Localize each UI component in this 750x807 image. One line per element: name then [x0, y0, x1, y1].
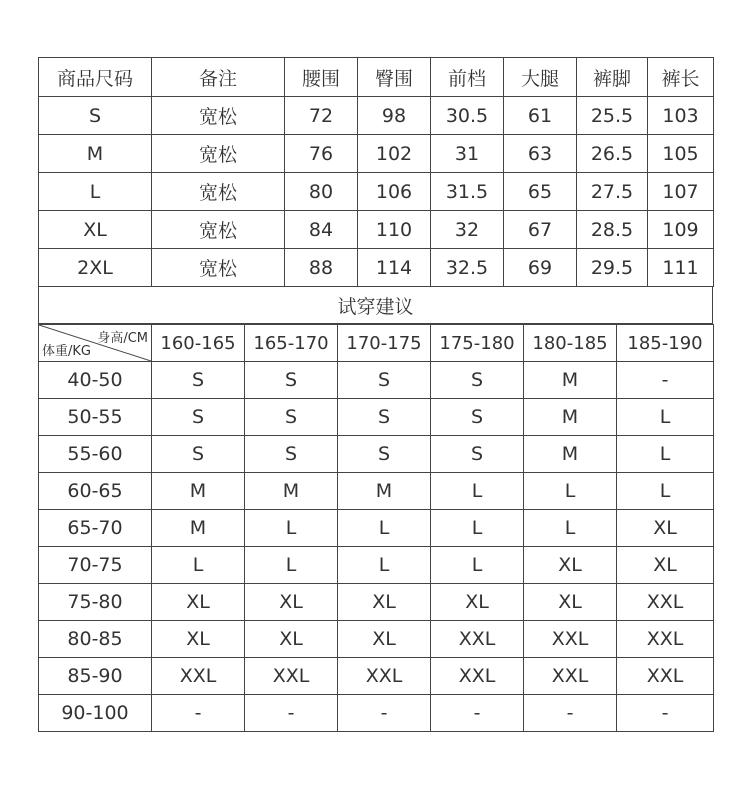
recommended-size-cell: M	[524, 399, 617, 436]
size-header-row	[39, 58, 714, 97]
recommended-size-cell: L	[524, 510, 617, 547]
recommended-size-cell: S	[431, 362, 524, 399]
recommended-size-cell: L	[524, 473, 617, 510]
size-cell: 103	[648, 97, 714, 135]
size-cell: 31.5	[431, 173, 504, 211]
recommended-size-cell: L	[617, 473, 714, 510]
fit-row	[39, 473, 714, 510]
size-cell: XL	[39, 211, 152, 249]
weight-range-cell: 50-55	[39, 399, 152, 436]
fit-header-row	[39, 325, 714, 362]
recommended-size-cell: L	[431, 510, 524, 547]
size-header-cell: 裤长	[648, 58, 714, 97]
size-cell: 27.5	[577, 173, 648, 211]
recommended-size-cell: M	[245, 473, 338, 510]
fit-row	[39, 658, 714, 695]
recommended-size-cell: S	[245, 436, 338, 473]
size-cell: 111	[648, 249, 714, 287]
size-cell: 28.5	[577, 211, 648, 249]
recommended-size-cell: S	[152, 436, 245, 473]
recommended-size-cell: XXL	[338, 658, 431, 695]
recommended-size-cell: S	[338, 399, 431, 436]
recommended-size-cell: S	[338, 436, 431, 473]
recommended-size-cell: -	[431, 695, 524, 732]
weight-range-cell: 85-90	[39, 658, 152, 695]
size-cell: 105	[648, 135, 714, 173]
size-cell: 63	[504, 135, 577, 173]
size-cell: 114	[358, 249, 431, 287]
height-axis-label: 身高/CM	[97, 331, 148, 346]
size-cell: 25.5	[577, 97, 648, 135]
advice-title: 试穿建议	[39, 287, 713, 324]
size-cell: 宽松	[152, 211, 285, 249]
height-range-cell: 185-190	[617, 325, 714, 362]
recommended-size-cell: XXL	[617, 584, 714, 621]
size-cell: 109	[648, 211, 714, 249]
weight-axis-label: 体重/KG	[42, 344, 91, 359]
size-row	[39, 249, 714, 287]
height-range-cell: 180-185	[524, 325, 617, 362]
recommended-size-cell: -	[617, 362, 714, 399]
size-cell: 31	[431, 135, 504, 173]
recommended-size-cell: -	[338, 695, 431, 732]
size-row	[39, 173, 714, 211]
recommended-size-cell: XXL	[524, 621, 617, 658]
recommended-size-cell: S	[245, 399, 338, 436]
size-table	[38, 57, 714, 287]
diagonal-header-cell	[39, 325, 152, 362]
size-cell: 宽松	[152, 249, 285, 287]
recommended-size-cell: XL	[617, 547, 714, 584]
size-cell: 29.5	[577, 249, 648, 287]
recommended-size-cell: XL	[338, 584, 431, 621]
size-cell: 2XL	[39, 249, 152, 287]
recommended-size-cell: XXL	[431, 658, 524, 695]
size-cell: 76	[285, 135, 358, 173]
size-cell: 110	[358, 211, 431, 249]
weight-range-cell: 70-75	[39, 547, 152, 584]
weight-range-cell: 55-60	[39, 436, 152, 473]
recommended-size-cell: L	[338, 547, 431, 584]
size-row	[39, 97, 714, 135]
recommended-size-cell: -	[152, 695, 245, 732]
size-cell: 宽松	[152, 135, 285, 173]
recommended-size-cell: XL	[338, 621, 431, 658]
recommended-size-cell: XL	[431, 584, 524, 621]
fit-advice-table	[38, 324, 714, 732]
size-cell: 26.5	[577, 135, 648, 173]
size-cell: M	[39, 135, 152, 173]
fit-row	[39, 399, 714, 436]
recommended-size-cell: L	[245, 510, 338, 547]
recommended-size-cell: S	[431, 399, 524, 436]
advice-title-table	[38, 287, 713, 324]
size-cell: 宽松	[152, 173, 285, 211]
height-range-cell: 175-180	[431, 325, 524, 362]
recommended-size-cell: XL	[245, 584, 338, 621]
recommended-size-cell: -	[245, 695, 338, 732]
weight-range-cell: 90-100	[39, 695, 152, 732]
recommended-size-cell: XXL	[524, 658, 617, 695]
size-cell: 65	[504, 173, 577, 211]
size-header-cell: 备注	[152, 58, 285, 97]
recommended-size-cell: L	[338, 510, 431, 547]
recommended-size-cell: M	[152, 473, 245, 510]
recommended-size-cell: L	[617, 399, 714, 436]
recommended-size-cell: XXL	[152, 658, 245, 695]
recommended-size-cell: S	[152, 399, 245, 436]
height-range-cell: 160-165	[152, 325, 245, 362]
recommended-size-cell: M	[152, 510, 245, 547]
size-header-cell: 裤脚	[577, 58, 648, 97]
size-cell: 98	[358, 97, 431, 135]
weight-range-cell: 60-65	[39, 473, 152, 510]
weight-range-cell: 65-70	[39, 510, 152, 547]
recommended-size-cell: XXL	[245, 658, 338, 695]
fit-row	[39, 436, 714, 473]
size-header-cell: 大腿	[504, 58, 577, 97]
fit-row	[39, 362, 714, 399]
recommended-size-cell: S	[245, 362, 338, 399]
fit-row	[39, 584, 714, 621]
recommended-size-cell: -	[524, 695, 617, 732]
size-cell: 84	[285, 211, 358, 249]
recommended-size-cell: XL	[617, 510, 714, 547]
recommended-size-cell: XXL	[617, 658, 714, 695]
fit-row	[39, 621, 714, 658]
recommended-size-cell: -	[617, 695, 714, 732]
height-range-cell: 165-170	[245, 325, 338, 362]
size-cell: 32	[431, 211, 504, 249]
size-row	[39, 211, 714, 249]
weight-range-cell: 75-80	[39, 584, 152, 621]
recommended-size-cell: XL	[152, 584, 245, 621]
recommended-size-cell: XL	[524, 584, 617, 621]
size-header-cell: 前档	[431, 58, 504, 97]
recommended-size-cell: M	[338, 473, 431, 510]
recommended-size-cell: L	[245, 547, 338, 584]
size-cell: 67	[504, 211, 577, 249]
recommended-size-cell: M	[524, 362, 617, 399]
recommended-size-cell: XL	[524, 547, 617, 584]
size-cell: 30.5	[431, 97, 504, 135]
size-cell: 88	[285, 249, 358, 287]
recommended-size-cell: L	[431, 547, 524, 584]
size-header-cell: 臀围	[358, 58, 431, 97]
size-cell: 106	[358, 173, 431, 211]
recommended-size-cell: S	[338, 362, 431, 399]
recommended-size-cell: L	[617, 436, 714, 473]
size-header-cell: 商品尺码	[39, 58, 152, 97]
fit-row	[39, 695, 714, 732]
recommended-size-cell: XXL	[431, 621, 524, 658]
height-range-cell: 170-175	[338, 325, 431, 362]
size-cell: 宽松	[152, 97, 285, 135]
recommended-size-cell: S	[431, 436, 524, 473]
size-header-cell: 腰围	[285, 58, 358, 97]
size-cell: S	[39, 97, 152, 135]
recommended-size-cell: S	[152, 362, 245, 399]
recommended-size-cell: M	[524, 436, 617, 473]
weight-range-cell: 40-50	[39, 362, 152, 399]
size-row	[39, 135, 714, 173]
recommended-size-cell: L	[152, 547, 245, 584]
size-cell: 61	[504, 97, 577, 135]
fit-row	[39, 547, 714, 584]
size-chart-sheet	[38, 57, 713, 732]
recommended-size-cell: XL	[245, 621, 338, 658]
recommended-size-cell: XXL	[617, 621, 714, 658]
size-cell: 32.5	[431, 249, 504, 287]
weight-range-cell: 80-85	[39, 621, 152, 658]
size-cell: 72	[285, 97, 358, 135]
size-cell: 107	[648, 173, 714, 211]
fit-row	[39, 510, 714, 547]
size-cell: L	[39, 173, 152, 211]
size-cell: 102	[358, 135, 431, 173]
size-cell: 69	[504, 249, 577, 287]
recommended-size-cell: XL	[152, 621, 245, 658]
recommended-size-cell: L	[431, 473, 524, 510]
size-cell: 80	[285, 173, 358, 211]
